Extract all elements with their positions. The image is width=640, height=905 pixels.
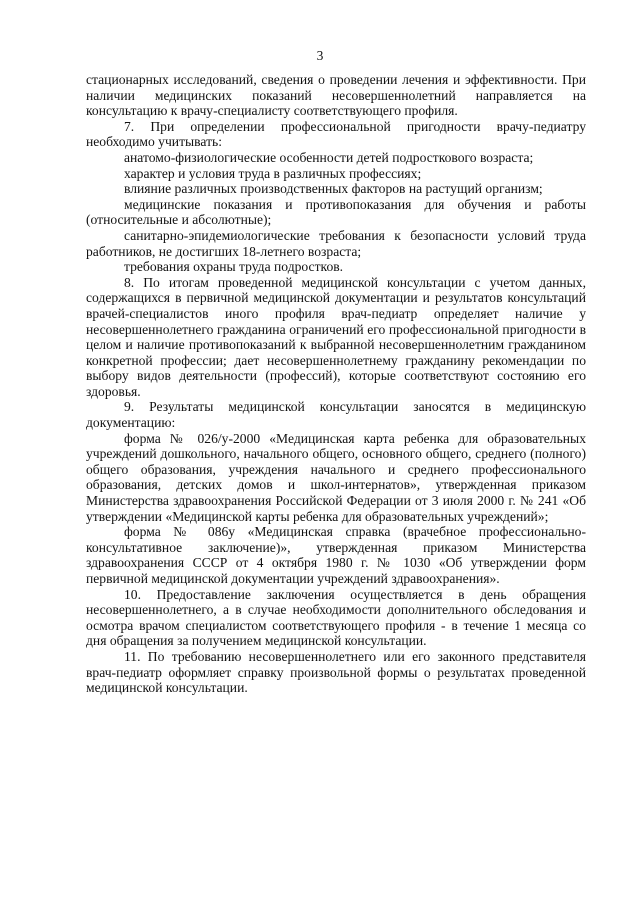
list-item-indications: медицинские показания и противопоказания для обучения и работы (относительные и абсолютные);: [86, 196, 586, 228]
page-number: 3: [316, 48, 324, 63]
list-item-form-086: форма № 086у «Медицинская справка (врачебное профессионально-консультативное заключение)», утвержденная приказом Министерства здравоохранения СССР от 4 октября 1980 г. № 1030 «Об утверждении форм первичной медицинской документации учреждений здравоохранения».: [86, 524, 586, 586]
paragraph-item-7: 7. При определении профессиональной пригодности врачу-педиатру необходимо учитывать:: [86, 118, 586, 150]
list-item-production-factors: влияние различных производственных факторов на растущий организм;: [124, 181, 543, 197]
paragraph-item-9: 9. Результаты медицинской консультации заносятся в медицинскую документацию:: [86, 399, 586, 431]
document-body: [86, 72, 586, 696]
paragraph-item-11: 11. По требованию несовершеннолетнего или его законного представителя врач-педиатр оформляет справку произвольной формы о результатах проведенной медицинской консультации.: [86, 648, 586, 696]
paragraph-item-8: 8. По итогам проведенной медицинской консультации с учетом данных, содержащихся в первичной медицинской документации и результатов консультаций врачей-специалистов иного профиля врач-педиатр определяет наличие у несовершеннолетнего гражданина ограничений его профессиональной пригодности в целом и наличие противопоказаний к выбранной несовершеннолетним гражданином конкретной профессии; дает несовершеннолетнему гражданину рекомендации по выбору видов деятельности (профессий), которые соответствуют состоянию его здоровья.: [86, 274, 586, 399]
paragraph-item-10: 10. Предоставление заключения осуществляется в день обращения несовершеннолетнего, а в случае необходимости дополнительного обследования и осмотра врачом специалистом соответствующего профиля - в течение 1 месяца со дня обращения за получением медицинской консультации.: [86, 586, 586, 649]
list-item-labor-protection: требования охраны труда подростков.: [124, 259, 344, 275]
list-item-form-026: форма № 026/у-2000 «Медицинская карта ребенка для образовательных учреждений дошкольного, начального общего, основного общего, среднего (полного) общего образования, учреждения начального и среднего профессионального образования, детских домов и школ-интернатов», утвержденная приказом Министерства здравоохранения Российской Федерации от 3 июля 2000 г. № 241 «Об утверждении «Медицинской карты ребенка для образовательных учреждений»;: [86, 430, 586, 524]
list-item-sanitary-requirements: санитарно-эпидемиологические требования к безопасности условий труда работников, не достигших 18-летнего возраста;: [86, 227, 586, 259]
paragraph-continuation: стационарных исследований, сведения о проведении лечения и эффективности. При наличии медицинских показаний несовершеннолетний направляется на консультацию к врачу-специалисту соответствующего профиля.: [86, 72, 586, 119]
list-item-anatomy: анатомо-физиологические особенности детей подросткового возраста;: [124, 149, 534, 165]
list-item-work-conditions: характер и условия труда в различных профессиях;: [124, 165, 422, 181]
